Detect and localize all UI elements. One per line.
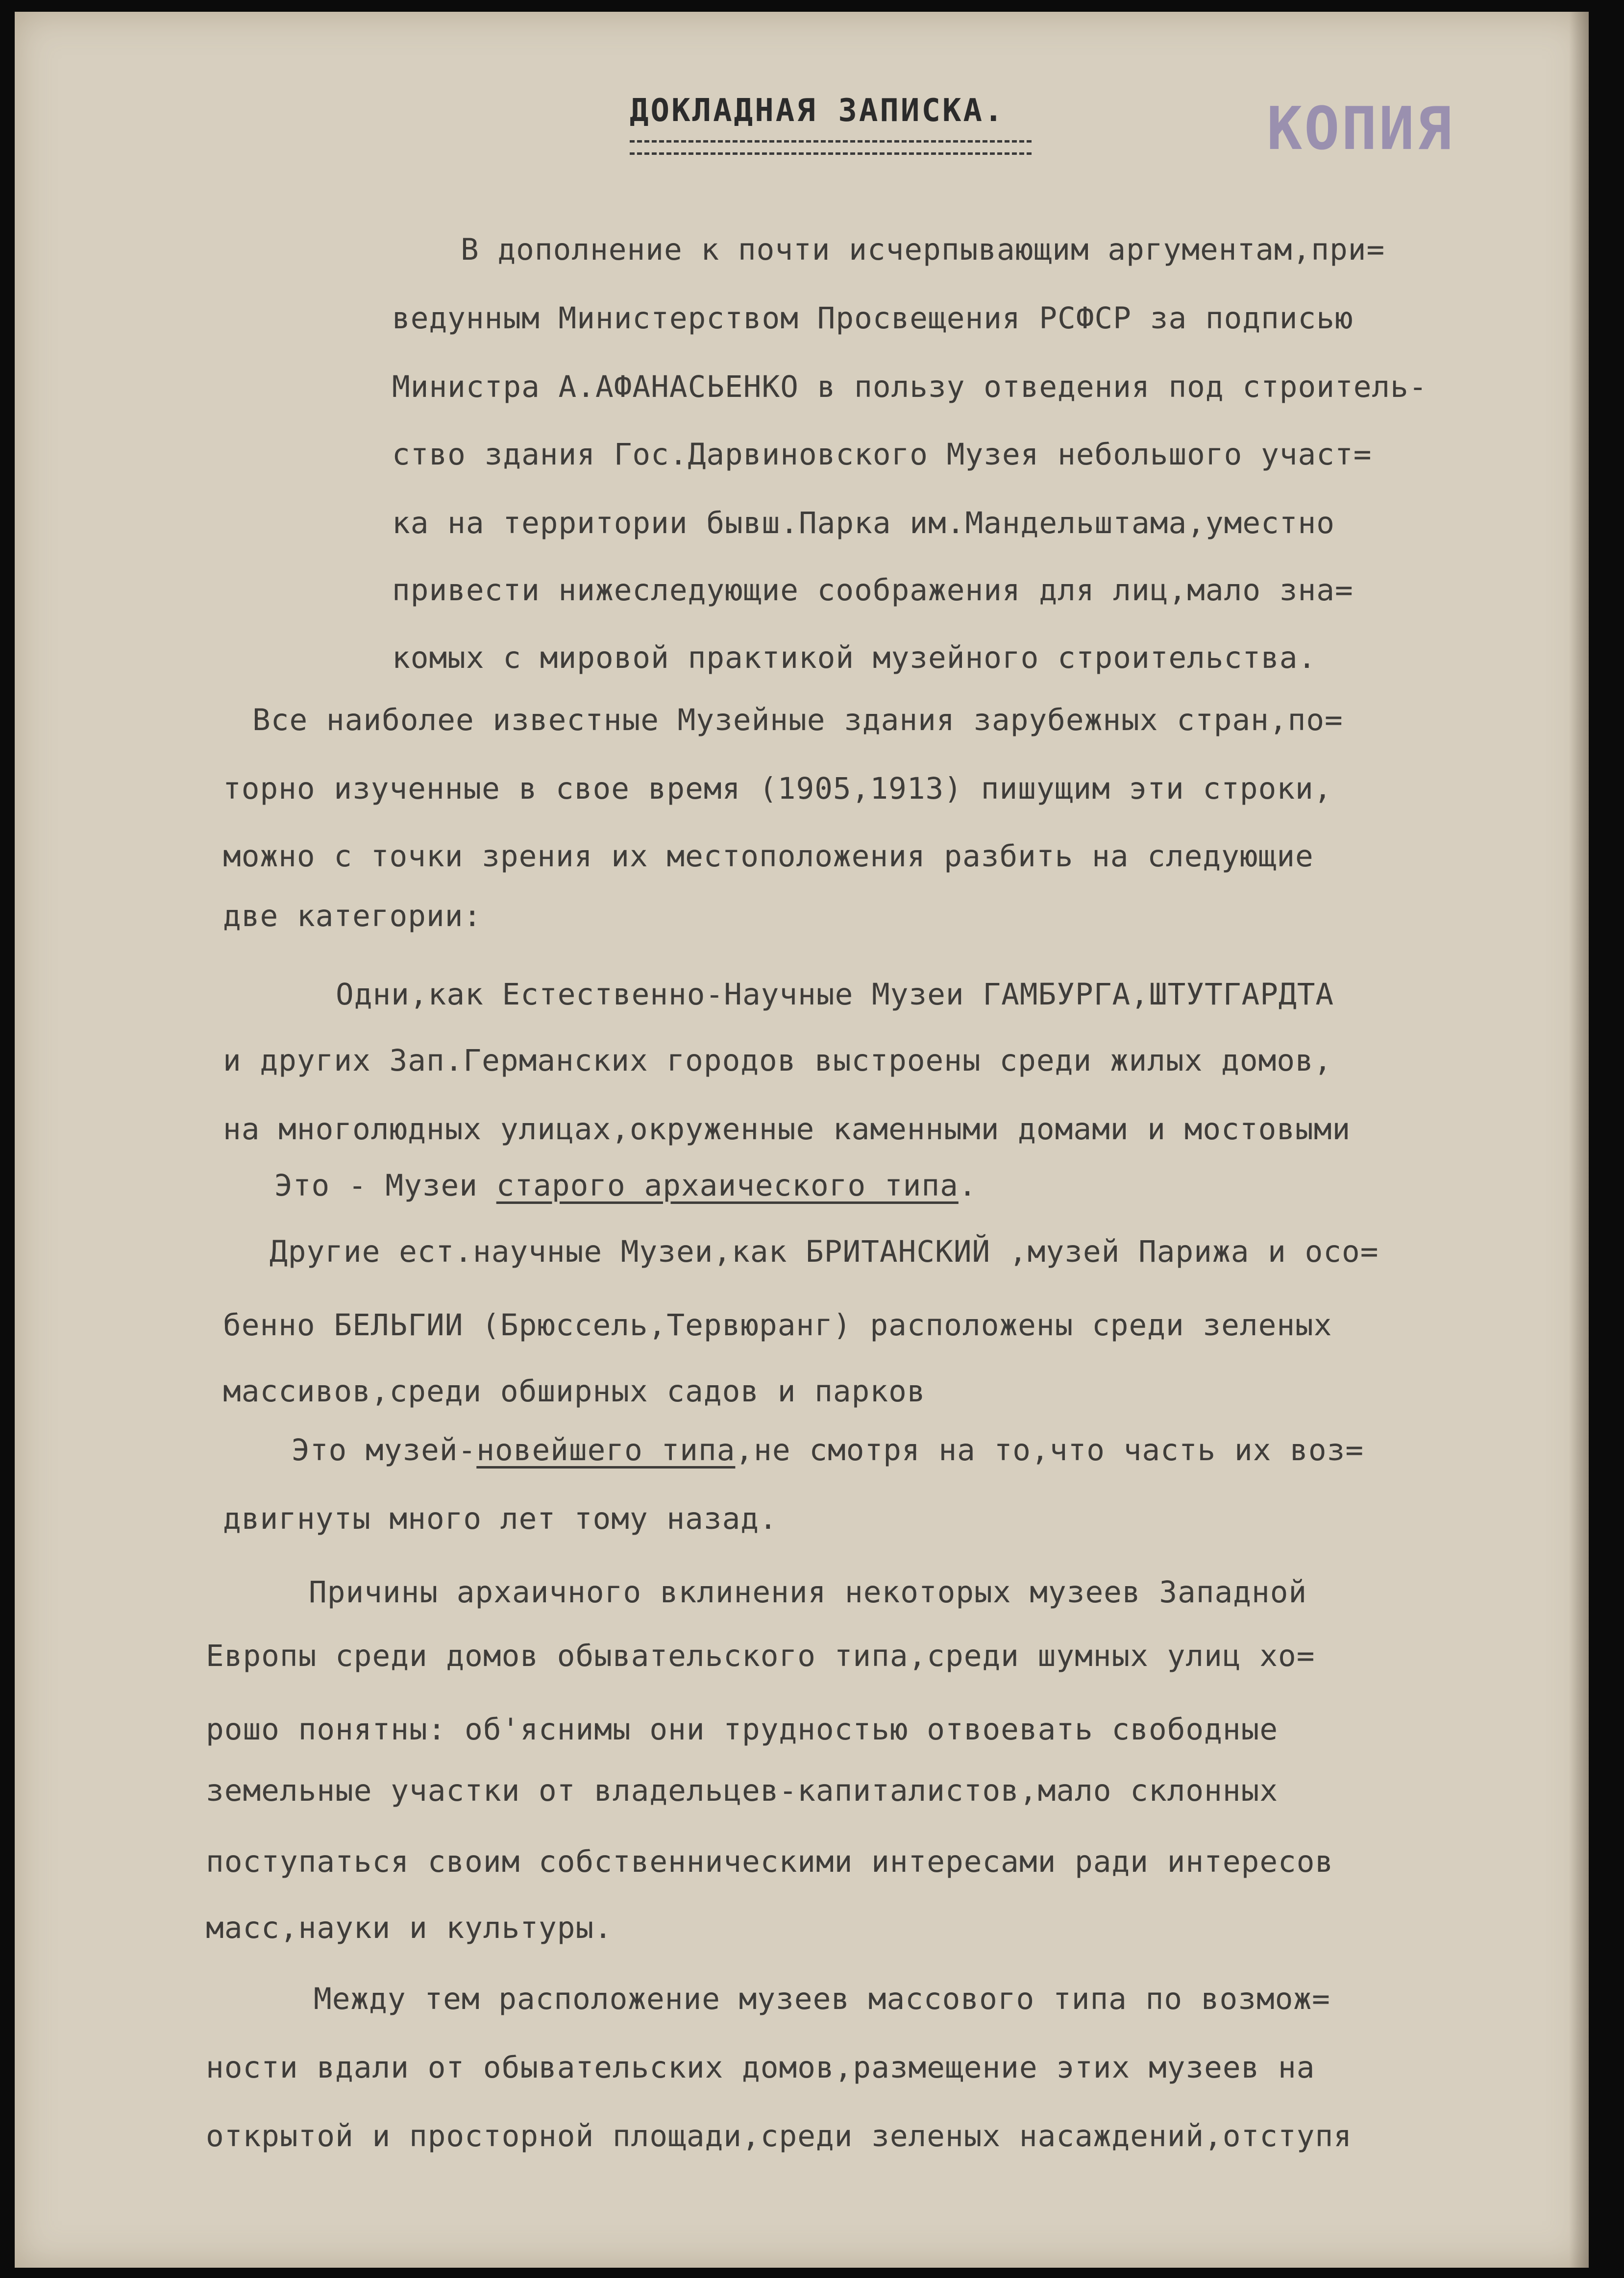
text-line: привести нижеследующие соображения для лиц,мало зна=	[392, 573, 1353, 608]
text-line: массивов,среди обширных садов и парков	[223, 1374, 926, 1409]
title-double-rule	[630, 140, 1032, 155]
underlined-phrase: новейшего типа	[476, 1433, 736, 1468]
text-line: поступаться своим собственническими интересами ради интересов	[206, 1844, 1334, 1879]
text-line: бенно БЕЛЬГИИ (Брюссель,Тервюранг) расположены среди зеленых	[223, 1308, 1332, 1343]
text-line: Другие ест.научные Музеи,как БРИТАНСКИЙ ,музей Парижа и осо=	[270, 1234, 1379, 1269]
text-line: Европы среди домов обывательского типа,среди шумных улиц хо=	[206, 1639, 1315, 1673]
text-line	[292, 1433, 1364, 1468]
text-line: торно изученные в свое время (1905,1913) пишущим эти строки,	[223, 771, 1332, 806]
text-run: .	[958, 1168, 977, 1203]
text-line: Одни,как Естественно-Научные Музеи ГАМБУРГА,ШТУТГАРДТА	[336, 977, 1334, 1012]
text-line: открытой и просторной площади,среди зеленых насаждений,отступя	[206, 2119, 1352, 2154]
text-line: В дополнение к почти исчерпывающим аргументам,при=	[461, 232, 1385, 267]
text-line: земельные участки от владельцев-капиталистов,мало склонных	[206, 1773, 1279, 1808]
text-line	[274, 1168, 977, 1203]
text-run: Это - Музеи	[274, 1168, 496, 1203]
text-line: на многолюдных улицах,окруженные каменными домами и мостовыми	[223, 1112, 1351, 1147]
text-line: Между тем расположение музеев массового типа по возмож=	[314, 1982, 1330, 2016]
text-line: можно с точки зрения их местоположения разбить на следующие	[223, 839, 1314, 874]
text-run: ,не смотря на то,что часть их воз=	[735, 1433, 1364, 1468]
text-line: ка на территории бывш.Парка им.Мандельштама,уместно	[392, 506, 1335, 540]
copy-stamp: КОПИЯ	[1267, 95, 1454, 163]
text-line: двигнуты много лет тому назад.	[223, 1501, 778, 1536]
underlined-phrase: старого архаического типа	[496, 1168, 959, 1203]
text-run: Это музей-	[292, 1433, 477, 1468]
page-edge-shadow	[1569, 12, 1589, 2268]
text-line: Министра А.АФАНАСЬЕНКО в пользу отведения под строитель-	[392, 369, 1427, 404]
text-line: Причины архаичного вклинения некоторых музеев Западной	[309, 1575, 1307, 1610]
text-line: масс,науки и культуры.	[206, 1911, 613, 1945]
document-page	[15, 12, 1589, 2268]
page-title: ДОКЛАДНАЯ ЗАПИСКА.	[630, 93, 1005, 129]
text-line: две категории:	[223, 899, 482, 933]
text-line: Все наиболее известные Музейные здания зарубежных стран,по=	[252, 703, 1343, 737]
text-line: ство здания Гос.Дарвиновского Музея небольшого участ=	[392, 437, 1372, 472]
text-line: и других Зап.Германских городов выстроены среди жилых домов,	[223, 1043, 1332, 1078]
text-line: ведунным Министерством Просвещения РСФСР за подписью	[392, 301, 1353, 336]
text-line: ности вдали от обывательских домов,размещение этих музеев на	[206, 2050, 1315, 2085]
text-line: рошо понятны: об'яснимы они трудностью отвоевать свободные	[206, 1712, 1279, 1747]
text-line: комых с мировой практикой музейного строительства.	[392, 640, 1317, 675]
